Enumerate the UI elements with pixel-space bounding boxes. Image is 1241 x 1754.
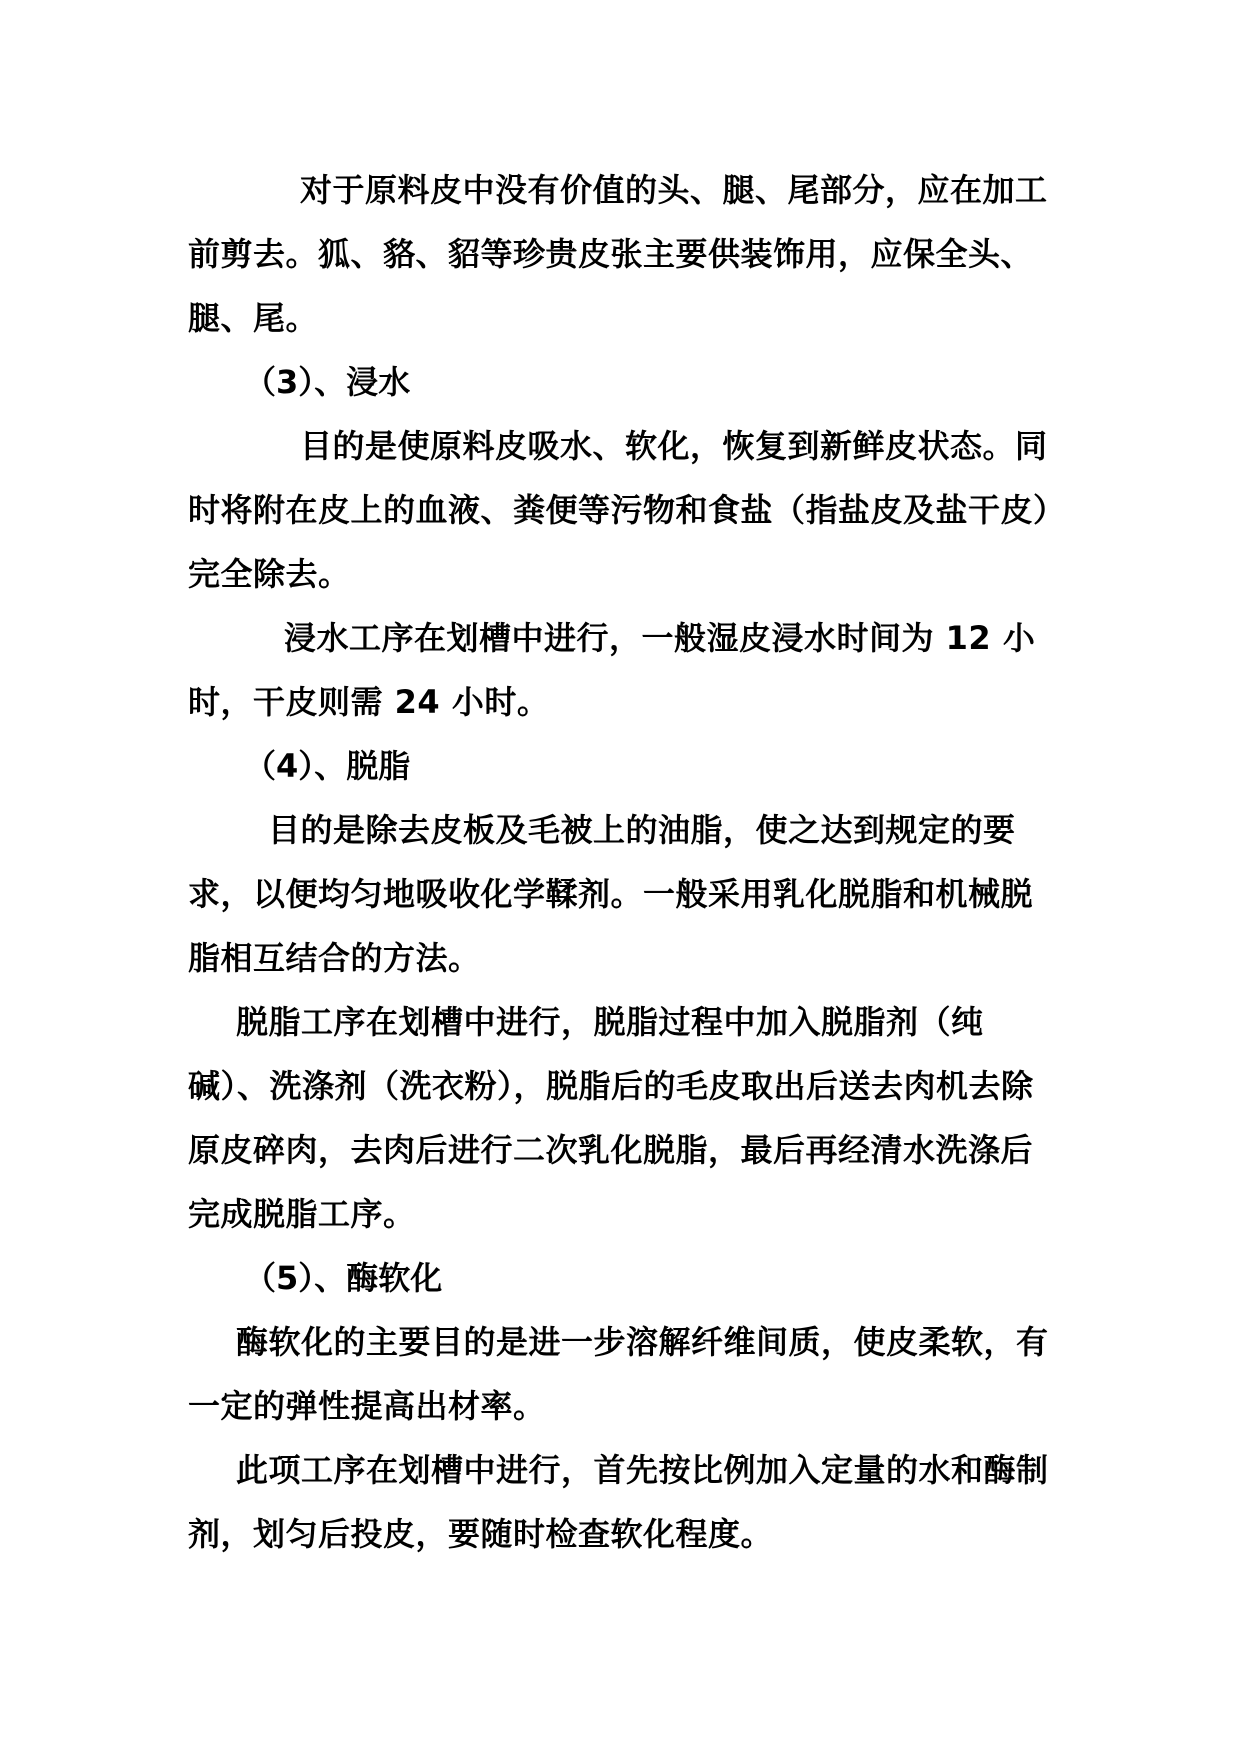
section-heading-degreasing: （4）、脱脂	[244, 747, 411, 785]
paragraph-soaking-purpose: 目的是使原料皮吸水、软化，恢复到新鲜皮状态。同时将附在皮上的血液、粪便等污物和食盐（指盐皮及盐干皮）完全除去。	[188, 427, 1050, 593]
paragraph-degreasing-process: 脱脂工序在划槽中进行，脱脂过程中加入脱脂剂（纯碱）、洗涤剂（洗衣粉），脱脂后的毛皮取出后送去肉机去除原皮碎肉，去肉后进行二次乳化脱脂，最后再经清水洗涤后完成脱脂工序。	[188, 1003, 1034, 1233]
paragraph-degreasing-purpose: 目的是除去皮板及毛被上的油脂，使之达到规定的要求，以便均匀地吸收化学鞣剂。一般采用乳化脱脂和机械脱脂相互结合的方法。	[188, 811, 1034, 977]
paragraph-enzyme-purpose: 酶软化的主要目的是进一步溶解纤维间质，使皮柔软，有一定的弹性提高出材率。	[188, 1323, 1049, 1425]
section-heading-soaking: （3）、浸水	[244, 363, 411, 401]
document-body	[188, 158, 1060, 1566]
paragraph-enzyme-process: 此项工序在划槽中进行，首先按比例加入定量的水和酶制剂，划匀后投皮，要随时检查软化程度。	[188, 1451, 1049, 1553]
paragraph-soaking-process: 浸水工序在划槽中进行，一般湿皮浸水时间为 12 小时，干皮则需 24 小时。	[188, 619, 1036, 721]
paragraph-trimming: 对于原料皮中没有价值的头、腿、尾部分，应在加工前剪去。狐、貉、貂等珍贵皮张主要供装饰用，应保全头、腿、尾。	[188, 171, 1048, 337]
section-heading-enzyme-softening: （5）、酶软化	[244, 1259, 443, 1297]
